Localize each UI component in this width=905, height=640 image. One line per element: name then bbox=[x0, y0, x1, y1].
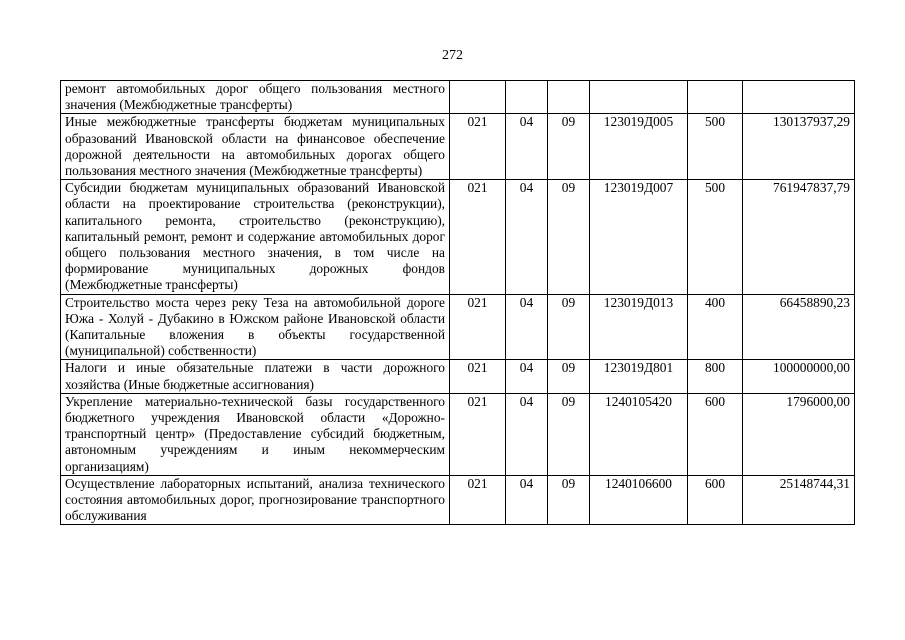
table-row bbox=[61, 475, 855, 525]
ministry-code bbox=[450, 81, 506, 114]
table-row bbox=[61, 114, 855, 180]
target-article-code: 1240105420 bbox=[590, 393, 688, 475]
section-code: 04 bbox=[506, 180, 548, 294]
expense-type-code: 400 bbox=[688, 294, 743, 360]
expense-type-code: 800 bbox=[688, 360, 743, 393]
expense-type-code: 500 bbox=[688, 180, 743, 294]
row-description: Субсидии бюджетам муниципальных образований Ивановской области на проектирование строительства (реконструкции), капитального ремонта, строительство (реконструкцию), капитальный ремонт, ремонт и содержание автомобильных дорог общего пользования местного значения, в том числе на формирование муниципальных дорожных фондов (Межбюджетные трансферты) bbox=[61, 180, 450, 294]
target-article-code: 123019Д013 bbox=[590, 294, 688, 360]
page-number: 272 bbox=[442, 48, 463, 63]
amount-value: 1796000,00 bbox=[743, 393, 855, 475]
amount-value bbox=[743, 81, 855, 114]
row-description: Иные межбюджетные трансферты бюджетам муниципальных образований Ивановской области на финансовое обеспечение дорожной деятельности на автомобильных дорогах общего пользования местного значения (Межбюджетные трансферты) bbox=[61, 114, 450, 180]
section-code: 04 bbox=[506, 294, 548, 360]
section-code: 04 bbox=[506, 360, 548, 393]
subsection-code: 09 bbox=[548, 294, 590, 360]
section-code: 04 bbox=[506, 393, 548, 475]
target-article-code: 123019Д801 bbox=[590, 360, 688, 393]
subsection-code: 09 bbox=[548, 360, 590, 393]
amount-value: 66458890,23 bbox=[743, 294, 855, 360]
section-code: 04 bbox=[506, 475, 548, 525]
expense-type-code: 600 bbox=[688, 475, 743, 525]
subsection-code: 09 bbox=[548, 475, 590, 525]
ministry-code: 021 bbox=[450, 475, 506, 525]
target-article-code: 1240106600 bbox=[590, 475, 688, 525]
section-code: 04 bbox=[506, 114, 548, 180]
row-description: Укрепление материально-технической базы государственного бюджетного учреждения Ивановской области «Дорожно-транспортный центр» (Предоставление субсидий бюджетным, автономным учреждениям и иным некоммерческим организациям) bbox=[61, 393, 450, 475]
table-row bbox=[61, 81, 855, 114]
row-description: Налоги и иные обязательные платежи в части дорожного хозяйства (Иные бюджетные ассигнования) bbox=[61, 360, 450, 393]
target-article-code bbox=[590, 81, 688, 114]
target-article-code: 123019Д005 bbox=[590, 114, 688, 180]
row-description: Строительство моста через реку Теза на автомобильной дороге Южа - Холуй - Дубакино в Южском районе Ивановской области (Капитальные вложения в объекты государственной (муниципальной) собственности) bbox=[61, 294, 450, 360]
table-row bbox=[61, 294, 855, 360]
subsection-code: 09 bbox=[548, 180, 590, 294]
target-article-code: 123019Д007 bbox=[590, 180, 688, 294]
budget-table bbox=[60, 80, 855, 525]
expense-type-code: 500 bbox=[688, 114, 743, 180]
ministry-code: 021 bbox=[450, 360, 506, 393]
amount-value: 130137937,29 bbox=[743, 114, 855, 180]
table-row bbox=[61, 180, 855, 294]
subsection-code: 09 bbox=[548, 114, 590, 180]
row-description: Осуществление лабораторных испытаний, анализа технического состояния автомобильных дорог, прогнозирование транспортного обслуживания bbox=[61, 475, 450, 525]
table-row bbox=[61, 393, 855, 475]
section-code bbox=[506, 81, 548, 114]
amount-value: 100000000,00 bbox=[743, 360, 855, 393]
ministry-code: 021 bbox=[450, 393, 506, 475]
ministry-code: 021 bbox=[450, 294, 506, 360]
expense-type-code: 600 bbox=[688, 393, 743, 475]
amount-value: 761947837,79 bbox=[743, 180, 855, 294]
amount-value: 25148744,31 bbox=[743, 475, 855, 525]
ministry-code: 021 bbox=[450, 114, 506, 180]
row-description: ремонт автомобильных дорог общего пользования местного значения (Межбюджетные трансферты) bbox=[61, 81, 450, 114]
ministry-code: 021 bbox=[450, 180, 506, 294]
table-row bbox=[61, 360, 855, 393]
expense-type-code bbox=[688, 81, 743, 114]
subsection-code bbox=[548, 81, 590, 114]
subsection-code: 09 bbox=[548, 393, 590, 475]
